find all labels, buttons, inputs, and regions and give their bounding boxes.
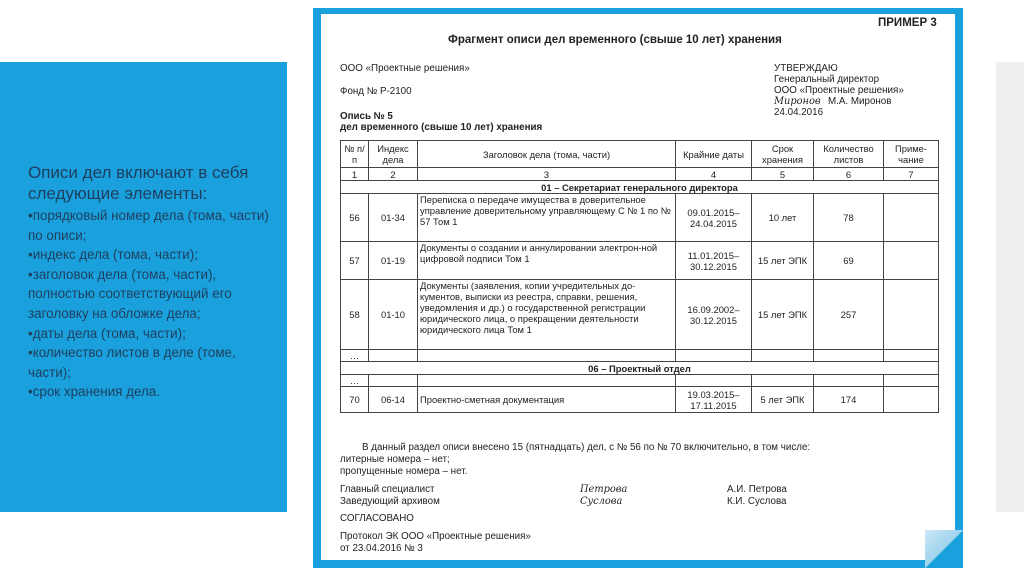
case-sheets: 174 xyxy=(814,387,884,413)
case-note xyxy=(884,194,939,242)
case-number: 57 xyxy=(341,242,369,280)
table-row xyxy=(341,387,939,413)
signer1-position: Главный специалист xyxy=(340,484,435,495)
signer1-signature: Петрова xyxy=(580,484,628,495)
case-note xyxy=(884,280,939,350)
bullet-item: • срок хранения дела. xyxy=(28,382,273,402)
page-curl-corner xyxy=(925,530,963,568)
case-title: Документы (заявления, копии учредительных до-кументов, выписки из реестра, справки, решения, уведомления и др.) о государственной регистрации юридического лица, о прекращении деятельности юридического лица Том 1 xyxy=(418,280,676,350)
column-header: Срок хранения xyxy=(752,141,814,168)
case-dates: 16.09.2002– 30.12.2015 xyxy=(676,280,752,350)
table-row xyxy=(341,242,939,280)
fund-number: Фонд № Р-2100 xyxy=(340,86,412,97)
approve-signature: Миронов xyxy=(774,96,821,107)
case-title: Переписка о передаче имущества в доверительное управление доверительному управляющему С № 1 по № 57 Том 1 xyxy=(418,194,676,242)
signer1-name: А.И. Петрова xyxy=(727,484,787,495)
column-header: Индекс дела xyxy=(369,141,418,168)
column-header: Приме-чание xyxy=(884,141,939,168)
bullet-item: • индекс дела (тома, части); xyxy=(28,245,273,265)
case-dates: 19.03.2015– 17.11.2015 xyxy=(676,387,752,413)
ellipsis: … xyxy=(341,350,369,362)
section-row xyxy=(341,362,939,375)
table-row xyxy=(341,280,939,350)
case-sheets: 78 xyxy=(814,194,884,242)
case-term: 10 лет xyxy=(752,194,814,242)
signer2-position: Заведующий архивом xyxy=(340,496,440,507)
case-note xyxy=(884,242,939,280)
approve-heading: УТВЕРЖДАЮ xyxy=(774,63,838,74)
case-index: 01-10 xyxy=(369,280,418,350)
table-row xyxy=(341,194,939,242)
protocol-line: Протокол ЭК ООО «Проектные решения» xyxy=(340,531,531,542)
case-sheets: 69 xyxy=(814,242,884,280)
column-number: 1 xyxy=(341,168,369,181)
signer2-name: К.И. Суслова xyxy=(727,496,787,507)
ellipsis: … xyxy=(341,375,369,387)
inventory-number: Опись № 5 xyxy=(340,111,393,122)
section-row xyxy=(341,181,939,194)
bullet-item: • заголовок дела (тома, части), полностью соответствующий его заголовку на обложке дела; xyxy=(28,265,273,324)
column-number: 2 xyxy=(369,168,418,181)
column-header: Крайние даты xyxy=(676,141,752,168)
case-index: 01-34 xyxy=(369,194,418,242)
column-number: 7 xyxy=(884,168,939,181)
slide-bullet-list xyxy=(28,206,273,402)
inventory-table xyxy=(340,140,939,413)
column-number: 4 xyxy=(676,168,752,181)
column-number: 5 xyxy=(752,168,814,181)
example-label: ПРИМЕР 3 xyxy=(878,17,937,29)
inventory-kind: дел временного (свыше 10 лет) хранения xyxy=(340,122,543,133)
case-dates: 09.01.2015– 24.04.2015 xyxy=(676,194,752,242)
bullet-item: • даты дела (тома, части); xyxy=(28,324,273,344)
left-blue-panel xyxy=(0,62,287,512)
case-note xyxy=(884,387,939,413)
missing-numbers-line: пропущенные номера – нет. xyxy=(340,466,468,477)
approve-org: ООО «Проектные решения» xyxy=(774,85,904,96)
slide-title: Описи дел включают в себя следующие элементы: xyxy=(28,163,249,203)
column-number: 3 xyxy=(418,168,676,181)
case-sheets: 257 xyxy=(814,280,884,350)
slide-text xyxy=(28,162,273,402)
case-term: 15 лет ЭПК xyxy=(752,242,814,280)
ellipsis-row xyxy=(341,375,939,387)
column-header: Количество листов xyxy=(814,141,884,168)
agreed-heading: СОГЛАСОВАНО xyxy=(340,513,414,524)
column-number-row xyxy=(341,168,939,181)
letter-numbers-line: литерные номера – нет; xyxy=(340,454,450,465)
section-title: 06 – Проектный отдел xyxy=(341,362,939,375)
case-title: Проектно-сметная документация xyxy=(418,387,676,413)
signer2-signature: Суслова xyxy=(580,496,623,507)
section-title: 01 – Секретариат генерального директора xyxy=(341,181,939,194)
case-dates: 11.01.2015– 30.12.2015 xyxy=(676,242,752,280)
case-term: 5 лет ЭПК xyxy=(752,387,814,413)
right-grey-panel xyxy=(996,62,1024,512)
case-number: 70 xyxy=(341,387,369,413)
summary-line: В данный раздел описи внесено 15 (пятнадцать) дел, с № 56 по № 70 включительно, в том числе: xyxy=(362,442,811,453)
column-header: № п/п xyxy=(341,141,369,168)
column-header: Заголовок дела (тома, части) xyxy=(418,141,676,168)
bullet-item: • порядковый номер дела (тома, части) по описи; xyxy=(28,206,273,245)
case-index: 06-14 xyxy=(369,387,418,413)
protocol-date: от 23.04.2016 № 3 xyxy=(340,543,423,554)
case-index: 01-19 xyxy=(369,242,418,280)
column-number: 6 xyxy=(814,168,884,181)
case-title: Документы о создании и аннулировании электрон-ной цифровой подписи Том 1 xyxy=(418,242,676,280)
organization-name: ООО «Проектные решения» xyxy=(340,63,470,74)
approve-date: 24.04.2016 xyxy=(774,107,824,118)
case-number: 58 xyxy=(341,280,369,350)
bullet-item: • количество листов в деле (томе, части); xyxy=(28,343,273,382)
table-header-row xyxy=(341,141,939,168)
ellipsis-row xyxy=(341,350,939,362)
approve-position: Генеральный директор xyxy=(774,74,880,85)
document-title: Фрагмент описи дел временного (свыше 10 лет) хранения xyxy=(448,34,782,46)
approve-name: М.А. Миронов xyxy=(828,96,892,107)
case-number: 56 xyxy=(341,194,369,242)
case-term: 15 лет ЭПК xyxy=(752,280,814,350)
